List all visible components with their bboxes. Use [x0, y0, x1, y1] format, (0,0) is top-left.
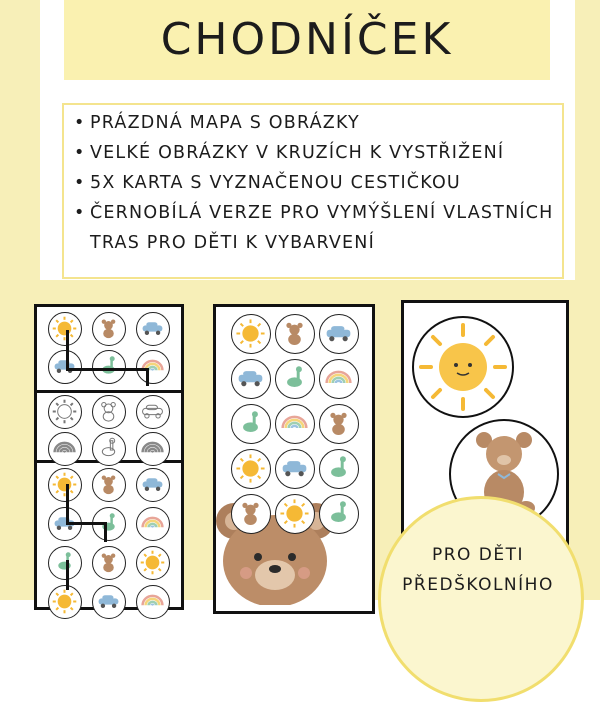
teddy-bear-icon — [275, 314, 315, 354]
sun-icon — [231, 314, 271, 354]
rainbow-icon — [136, 507, 170, 541]
badge-line-2: PŘEDŠKOLNÍHO — [402, 575, 554, 595]
sun-icon — [231, 449, 271, 489]
sun-icon — [275, 494, 315, 534]
teddy-bear-icon — [92, 468, 126, 502]
dinosaur-icon — [275, 359, 315, 399]
dinosaur-icon — [231, 404, 271, 444]
toy-car-icon — [136, 468, 170, 502]
background-right-strip — [575, 0, 600, 600]
path-line — [104, 522, 107, 542]
toy-car-icon — [319, 314, 359, 354]
teddy-bear-icon — [92, 395, 126, 429]
rainbow-icon — [275, 404, 315, 444]
dinosaur-icon — [319, 449, 359, 489]
feature-item: • ČERNOBÍLÁ VERZE PRO VYMÝŠLENÍ VLASTNÍCH — [74, 203, 554, 223]
rainbow-icon — [136, 585, 170, 619]
toy-car-icon — [275, 449, 315, 489]
feature-item: • PRÁZDNÁ MAPA S OBRÁZKY — [74, 113, 360, 133]
toy-car-icon — [48, 350, 82, 384]
rainbow-icon — [136, 432, 170, 466]
sun-icon — [48, 468, 82, 502]
dinosaur-icon — [92, 432, 126, 466]
sun-icon — [48, 395, 82, 429]
sun-icon — [136, 546, 170, 580]
rainbow-icon — [319, 359, 359, 399]
rainbow-icon — [48, 432, 82, 466]
feature-item: • VELKÉ OBRÁZKY V KRUZÍCH K VYSTŘIŽENÍ — [74, 143, 505, 163]
dinosaur-icon — [92, 350, 126, 384]
path-line — [66, 560, 69, 590]
path-line — [66, 330, 69, 370]
rainbow-icon — [136, 350, 170, 384]
page-title: CHODNÍČEK — [160, 14, 454, 65]
badge-line-1: PRO DĚTI — [431, 545, 525, 565]
path-line — [146, 368, 149, 386]
feature-item: • 5X KARTA S VYZNAČENOU CESTIČKOU — [74, 173, 461, 193]
age-badge-text — [378, 540, 578, 600]
toy-car-icon — [136, 395, 170, 429]
feature-item-continued: TRAS PRO DĚTI K VYBARVENÍ — [90, 233, 375, 253]
teddy-bear-icon — [92, 546, 126, 580]
teddy-bear-icon — [92, 312, 126, 346]
large-sun-circle-icon — [411, 315, 515, 419]
toy-car-icon — [92, 585, 126, 619]
path-line — [66, 522, 106, 525]
path-line — [66, 484, 69, 524]
dinosaur-icon — [319, 494, 359, 534]
feature-list — [74, 108, 554, 258]
sun-icon — [48, 585, 82, 619]
dinosaur-icon — [48, 546, 82, 580]
path-line — [66, 368, 148, 371]
teddy-bear-icon — [231, 494, 271, 534]
sun-icon — [48, 312, 82, 346]
teddy-bear-icon — [319, 404, 359, 444]
toy-car-icon — [136, 312, 170, 346]
toy-car-icon — [231, 359, 271, 399]
